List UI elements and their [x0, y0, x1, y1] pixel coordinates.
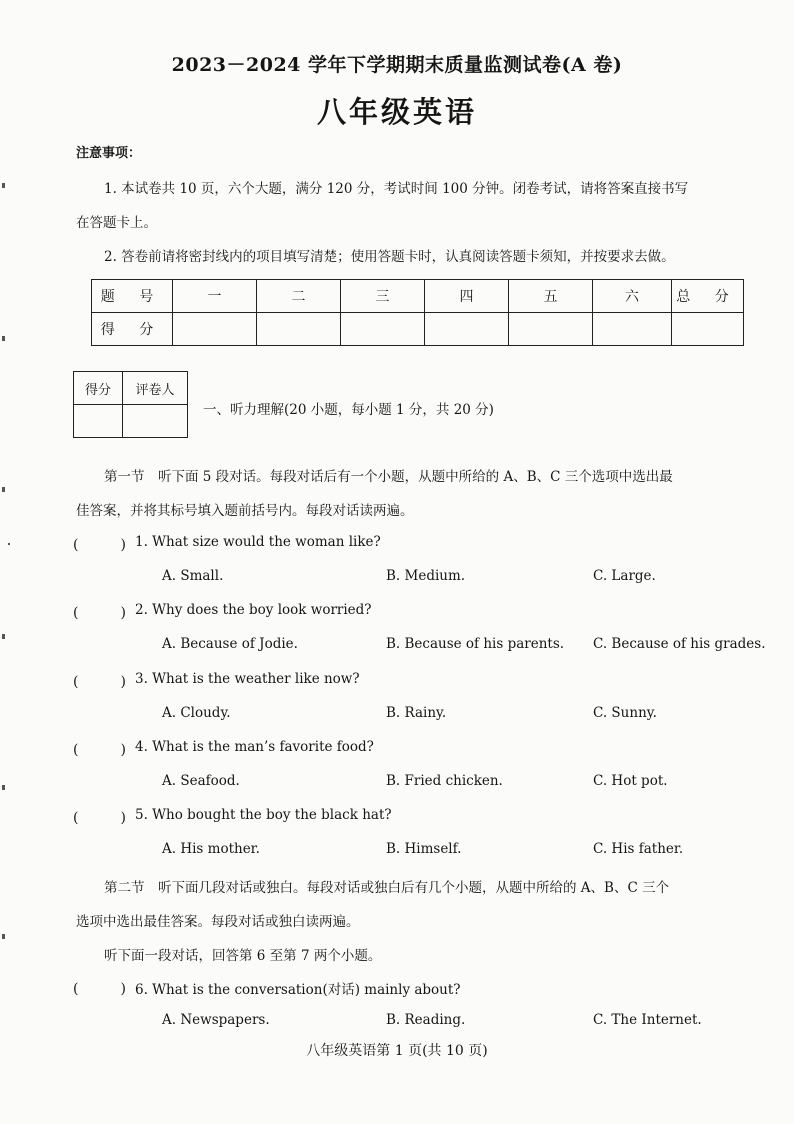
score-table-col-1: 一: [173, 280, 257, 313]
question-text: 4. What is the man’s favorite food?: [135, 739, 374, 755]
scan-mark: [8, 543, 10, 545]
answer-blank: ( ): [73, 674, 126, 690]
scan-mark: [2, 336, 5, 341]
option-a: A. His mother.: [162, 841, 260, 857]
option-b: B. Because of his parents.: [386, 636, 565, 652]
question-text: 1. What size would the woman like?: [135, 534, 381, 550]
score-cell-4: [425, 313, 509, 346]
score-table-col-3: 三: [341, 280, 425, 313]
answer-blank: ( ): [73, 810, 126, 826]
score-table-score-row: [92, 313, 744, 346]
scan-mark: [2, 487, 5, 492]
notice-heading: 注意事项：: [76, 146, 142, 161]
score-table-header-row: [92, 280, 744, 313]
option-b: B. Himself.: [386, 841, 462, 857]
question-text: 2. Why does the boy look worried?: [135, 602, 372, 618]
option-a: A. Small.: [162, 568, 224, 584]
score-table-label-question: 题 号: [92, 280, 173, 313]
score-cell-1: [173, 313, 257, 346]
part-1-instructions-line-2: 佳答案，并将其标号填入题前括号内。每段对话读两遍。: [76, 503, 414, 519]
option-a: A. Newspapers.: [162, 1012, 270, 1028]
score-table-col-2: 二: [257, 280, 341, 313]
part-2-instructions-line-1: 第二节 听下面几段对话或独白。每段对话或独白后有几个小题，从题中所给的 A、B、C 三个: [104, 880, 670, 896]
grader-name-label: 评卷人: [123, 372, 188, 405]
option-b: B. Rainy.: [386, 705, 447, 721]
notice-item-1-line-1: 1. 本试卷共 10 页，六个大题，满分 120 分，考试时间 100 分钟。闭卷考试，请将答案直接书写: [104, 181, 689, 197]
grader-table: [73, 371, 188, 438]
grader-score-cell: [74, 405, 123, 438]
question-text: 6. What is the conversation(对话) mainly about?: [135, 982, 461, 998]
score-table-col-5: 五: [509, 280, 593, 313]
option-a: A. Seafood.: [162, 773, 240, 789]
score-table-col-4: 四: [425, 280, 509, 313]
grader-score-label: 得分: [74, 372, 123, 405]
score-cell-5: [509, 313, 593, 346]
answer-blank: ( ): [73, 605, 126, 621]
answer-blank: ( ): [73, 981, 126, 997]
option-c: C. The Internet.: [593, 1012, 702, 1028]
option-b: B. Medium.: [386, 568, 466, 584]
exam-title: 2023－2024 学年下学期期末质量监测试卷(A 卷): [171, 54, 623, 76]
scan-mark: [2, 785, 5, 790]
scan-mark: [2, 634, 5, 639]
exam-subject-title: 八年级英语: [316, 95, 477, 129]
option-c: C. Hot pot.: [593, 773, 668, 789]
notice-item-2: 2. 答卷前请将密封线内的项目填写清楚；使用答题卡时，认真阅读答题卡须知，并按要求去做。: [104, 249, 675, 265]
score-table-label-score: 得 分: [92, 313, 173, 346]
option-b: B. Fried chicken.: [386, 773, 503, 789]
section-1-heading: 一、听力理解(20 小题，每小题 1 分，共 20 分): [203, 402, 494, 418]
option-a: A. Because of Jodie.: [162, 636, 298, 652]
score-table-col-total: 总 分: [672, 280, 744, 313]
score-cell-2: [257, 313, 341, 346]
question-text: 3. What is the weather like now?: [135, 671, 360, 687]
notice-item-1-line-2: 在答题卡上。: [76, 215, 157, 231]
grader-name-cell: [123, 405, 188, 438]
scan-mark: [2, 183, 5, 188]
option-a: A. Cloudy.: [162, 705, 231, 721]
score-table: [91, 279, 744, 346]
page-footer: 八年级英语第 1 页(共 10 页): [306, 1043, 488, 1059]
part-2-instructions-line-2: 选项中选出最佳答案。每段对话或独白读两遍。: [76, 914, 360, 930]
answer-blank: ( ): [73, 537, 126, 553]
option-b: B. Reading.: [386, 1012, 466, 1028]
dialogue-intro: 听下面一段对话，回答第 6 至第 7 两个小题。: [104, 948, 382, 964]
option-c: C. Sunny.: [593, 705, 657, 721]
scan-mark: [2, 934, 5, 939]
option-c: C. His father.: [593, 841, 684, 857]
question-text: 5. Who bought the boy the black hat?: [135, 807, 392, 823]
score-cell-total: [672, 313, 744, 346]
answer-blank: ( ): [73, 742, 126, 758]
option-c: C. Because of his grades.: [593, 636, 766, 652]
score-cell-3: [341, 313, 425, 346]
part-1-instructions-line-1: 第一节 听下面 5 段对话。每段对话后有一个小题，从题中所给的 A、B、C 三个选项中选出最: [104, 469, 673, 485]
score-table-col-6: 六: [593, 280, 672, 313]
option-c: C. Large.: [593, 568, 656, 584]
score-cell-6: [593, 313, 672, 346]
